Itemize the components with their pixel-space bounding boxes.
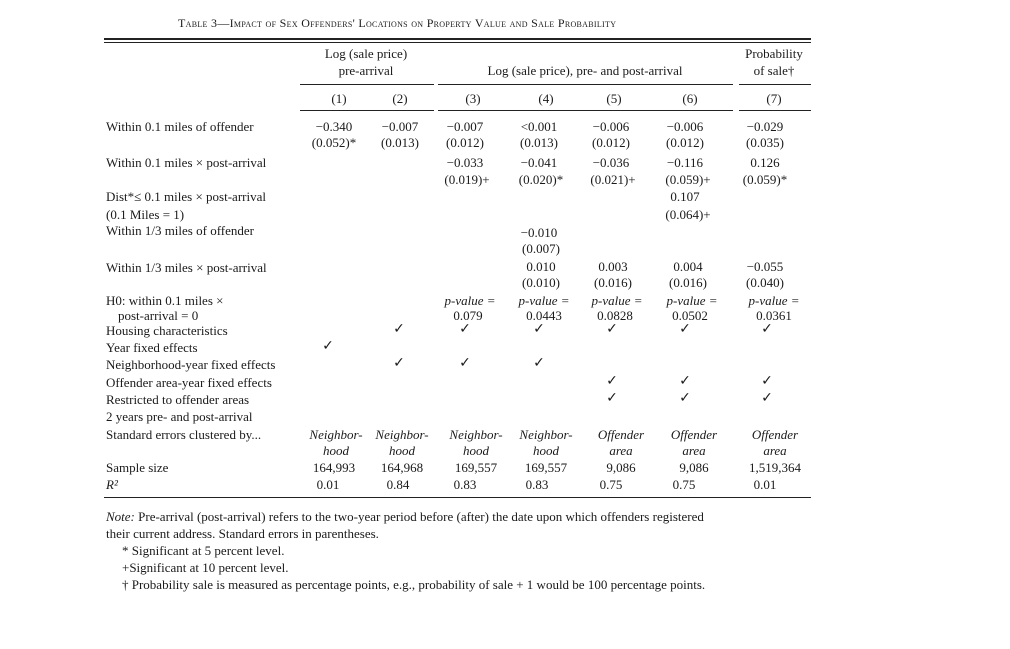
cell-r5-c5-se: (0.016) (594, 275, 632, 290)
r2-c1: 0.01 (316, 477, 340, 492)
sample-c3: 169,557 (454, 460, 498, 475)
cell-r1-c7-se: (0.035) (746, 135, 784, 150)
bottom-rule (104, 497, 811, 498)
note-line-3: * Significant at 5 percent level. (122, 543, 285, 558)
check-icon: ✓ (761, 390, 773, 406)
row-label-clustered: Standard errors clustered by... (106, 427, 262, 442)
cell-r1-c6-se: (0.012) (666, 135, 704, 150)
row-label-h0-b: post-arrival = 0 (118, 308, 199, 323)
check-icon: ✓ (606, 373, 618, 389)
check-icon: ✓ (393, 321, 405, 337)
note-line-4: +Significant at 10 percent level. (122, 560, 289, 575)
check-icon: ✓ (393, 355, 405, 371)
cell-r5-c6: 0.004 (673, 259, 703, 274)
row-label-r2: R² (106, 477, 118, 492)
clustered-c6-a: Offender (670, 427, 718, 442)
cell-r2-c3: −0.033 (446, 155, 484, 170)
sample-c7: 1,519,364 (749, 460, 801, 475)
row-label-off-fe: Offender area-year fixed effects (106, 375, 272, 390)
cell-r2-c6-se: (0.059)+ (665, 172, 711, 187)
clustered-c4-b: hood (533, 443, 559, 458)
pvalue-label-c5: p-value = (591, 293, 643, 308)
check-icon: ✓ (459, 321, 471, 337)
colnum-underline-1 (300, 110, 434, 111)
check-icon: ✓ (322, 338, 334, 354)
col-number-6: (6) (682, 91, 698, 106)
col-number-5: (5) (606, 91, 622, 106)
cell-r4-c4: −0.010 (520, 225, 558, 240)
cell-r1-c4: <0.001 (520, 119, 558, 134)
check-icon: ✓ (533, 355, 545, 371)
cell-r2-c4: −0.041 (520, 155, 558, 170)
row-label-year-fe: Year fixed effects (106, 340, 198, 355)
cell-r5-c7-se: (0.040) (746, 275, 784, 290)
clustered-c5-a: Offender (597, 427, 645, 442)
cell-r1-c5-se: (0.012) (592, 135, 630, 150)
group1-header-line2: pre-arrival (338, 63, 394, 78)
cell-r2-c5-se: (0.021)+ (590, 172, 636, 187)
pvalue-label-c4: p-value = (518, 293, 570, 308)
check-icon: ✓ (459, 355, 471, 371)
row-label-sample: Sample size (106, 460, 169, 475)
cell-r2-c7-se: (0.059)* (742, 172, 788, 187)
clustered-c3-a: Neighbor- (449, 427, 503, 442)
r2-c6: 0.75 (672, 477, 696, 492)
check-icon: ✓ (533, 321, 545, 337)
pvalue-label-c6: p-value = (666, 293, 718, 308)
row-label-two-years: 2 years pre- and post-arrival (106, 409, 253, 424)
clustered-c7-b: area (763, 443, 787, 458)
clustered-c1-a: Neighbor- (309, 427, 363, 442)
col-number-4: (4) (538, 91, 554, 106)
row-label-dist-a: Dist*≤ 0.1 miles × post-arrival (106, 189, 266, 204)
col-number-2: (2) (392, 91, 408, 106)
pvalue-c4: 0.0443 (526, 308, 562, 323)
sample-c1: 164,993 (312, 460, 356, 475)
row-label-within01: Within 0.1 miles of offender (106, 119, 254, 134)
sample-c5: 9,086 (606, 460, 636, 475)
cell-r1-c3-se: (0.012) (446, 135, 484, 150)
r2-c2: 0.84 (386, 477, 410, 492)
note-line-5: † Probability sale is measured as percentage points, e.g., probability of sale + 1 would be 100 percentage points. (122, 577, 706, 592)
r2-c3: 0.83 (453, 477, 477, 492)
pvalue-c5: 0.0828 (597, 308, 633, 323)
pvalue-c7: 0.0361 (756, 308, 792, 323)
row-label-within13-post: Within 1/3 miles × post-arrival (106, 260, 267, 275)
col-number-3: (3) (465, 91, 481, 106)
cell-r2-c6: −0.116 (666, 155, 704, 170)
clustered-c4-a: Neighbor- (519, 427, 573, 442)
cell-r2-c7: 0.126 (750, 155, 780, 170)
top-rule-2 (104, 42, 811, 43)
cell-r1-c5: −0.006 (592, 119, 630, 134)
check-icon: ✓ (679, 321, 691, 337)
sample-c4: 169,557 (524, 460, 568, 475)
cell-r1-c6: −0.006 (666, 119, 704, 134)
cell-r2-c5: −0.036 (592, 155, 630, 170)
note-line-2: their current address. Standard errors in parentheses. (106, 526, 379, 541)
cell-r1-c1-se: (0.052)* (311, 135, 357, 150)
group3-header-line1: Probability (745, 46, 803, 61)
r2-c7: 0.01 (753, 477, 777, 492)
row-label-h0-a: H0: within 0.1 miles × (106, 293, 224, 308)
colnum-underline-2 (438, 110, 733, 111)
row-label-housing: Housing characteristics (106, 323, 228, 338)
cell-r4-c4-se: (0.007) (522, 241, 560, 256)
cell-r5-c5: 0.003 (598, 259, 628, 274)
row-label-within13: Within 1/3 miles of offender (106, 223, 254, 238)
clustered-c7-a: Offender (751, 427, 799, 442)
check-icon: ✓ (679, 390, 691, 406)
cell-r5-c4-se: (0.010) (522, 275, 560, 290)
cell-r1-c2-se: (0.013) (381, 135, 419, 150)
group2-underline (438, 84, 733, 85)
note-intro: Note: (106, 509, 135, 524)
cell-r2-c4-se: (0.020)* (518, 172, 564, 187)
group1-underline (300, 84, 434, 85)
row-label-dist-b: (0.1 Miles = 1) (106, 207, 185, 222)
cell-r3-c6: 0.107 (670, 189, 700, 204)
cell-r1-c2: −0.007 (381, 119, 419, 134)
sample-c2: 164,968 (380, 460, 424, 475)
row-label-nbhd-fe: Neighborhood-year fixed effects (106, 357, 276, 372)
check-icon: ✓ (761, 321, 773, 337)
note-text-1: Pre-arrival (post-arrival) refers to the two-year period before (after) the date upon which offenders registered (134, 509, 704, 524)
pvalue-label-c7: p-value = (748, 293, 800, 308)
cell-r2-c3-se: (0.019)+ (444, 172, 490, 187)
group3-header-line2: of sale† (753, 63, 795, 78)
clustered-c6-b: area (682, 443, 706, 458)
cell-r5-c7: −0.055 (746, 259, 784, 274)
col-number-1: (1) (331, 91, 347, 106)
row-label-restricted: Restricted to offender areas (106, 392, 250, 407)
clustered-c1-b: hood (323, 443, 349, 458)
pvalue-c6: 0.0502 (672, 308, 708, 323)
colnum-underline-3 (739, 110, 811, 111)
group1-header-line1: Log (sale price) (324, 46, 408, 61)
row-label-within01-post: Within 0.1 miles × post-arrival (106, 155, 267, 170)
r2-c4: 0.83 (525, 477, 549, 492)
clustered-c3-b: hood (463, 443, 489, 458)
clustered-c2-a: Neighbor- (375, 427, 429, 442)
clustered-c5-b: area (609, 443, 633, 458)
sample-c6: 9,086 (679, 460, 709, 475)
cell-r3-c6-se: (0.064)+ (665, 207, 711, 222)
top-rule-1 (104, 38, 811, 40)
group2-header: Log (sale price), pre- and post-arrival (487, 63, 683, 78)
group3-underline (739, 84, 811, 85)
r2-c5: 0.75 (599, 477, 623, 492)
cell-r1-c7: −0.029 (746, 119, 784, 134)
cell-r1-c3: −0.007 (446, 119, 484, 134)
pvalue-label-c3: p-value = (444, 293, 496, 308)
check-icon: ✓ (679, 373, 691, 389)
check-icon: ✓ (761, 373, 773, 389)
note-line-1 (106, 510, 704, 523)
check-icon: ✓ (606, 390, 618, 406)
pvalue-c3: 0.079 (453, 308, 483, 323)
cell-r1-c1: −0.340 (315, 119, 353, 134)
cell-r5-c6-se: (0.016) (669, 275, 707, 290)
table-title: Table 3—Impact of Sex Offenders' Locations on Property Value and Sale Probability (178, 16, 617, 30)
check-icon: ✓ (606, 321, 618, 337)
cell-r1-c4-se: (0.013) (520, 135, 558, 150)
clustered-c2-b: hood (389, 443, 415, 458)
col-number-7: (7) (766, 91, 782, 106)
cell-r5-c4: 0.010 (526, 259, 556, 274)
